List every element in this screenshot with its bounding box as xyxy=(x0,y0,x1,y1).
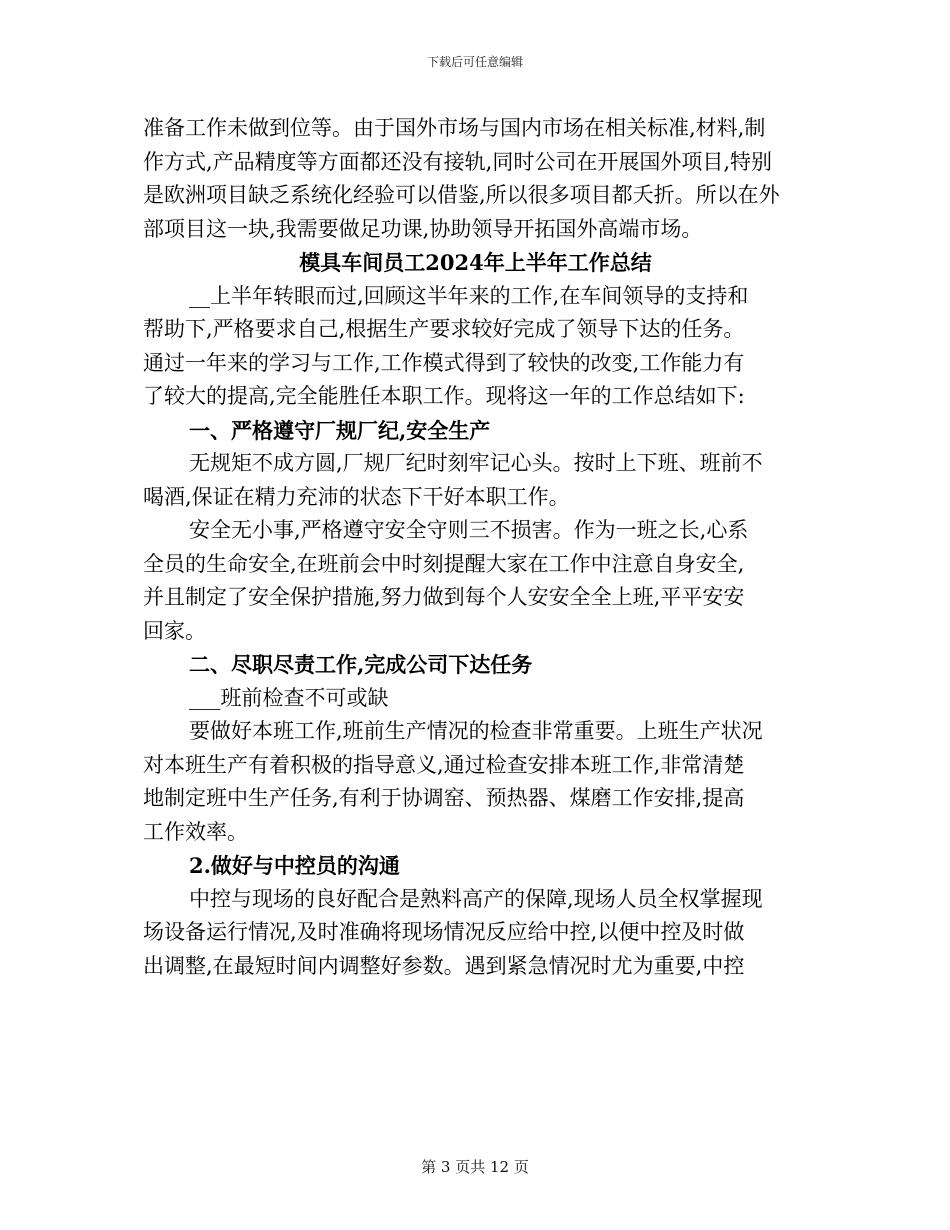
paragraph-line: 通过一年来的学习与工作,工作模式得到了较快的改变,工作能力有 xyxy=(143,350,745,375)
paragraph-line: 作方式,产品精度等方面都还没有接轨,同时公司在开展国外项目,特别 xyxy=(143,149,773,174)
subsection-heading: ___班前检查不可或缺 xyxy=(189,685,389,710)
paragraph-line: 地制定班中生产任务,有利于协调窑、预热器、煤磨工作安排,提高 xyxy=(143,786,745,810)
document-title: 模具车间员工2024年上半年工作总结 xyxy=(299,250,652,275)
section-heading: 二、尽职尽责工作,完成公司下达任务 xyxy=(189,652,533,677)
page-footer: 第 3 页共 12 页 xyxy=(421,1158,529,1176)
paragraph-line: 要做好本班工作,班前生产情况的检查非常重要。上班生产状况 xyxy=(189,719,763,743)
paragraph-line: 帮助下,严格要求自己,根据生产要求较好完成了领导下达的任务。 xyxy=(143,317,745,341)
paragraph-line: 中控与现场的良好配合是熟料高产的保障,现场人员全权掌握现 xyxy=(189,886,763,911)
paragraph-line: 喝酒,保证在精力充沛的状态下干好本职工作。 xyxy=(143,484,570,509)
section-heading: 一、严格遵守厂规厂纪,安全生产 xyxy=(189,417,491,443)
paragraph-line: 准备工作未做到位等。由于国外市场与国内市场在相关标准,材料,制 xyxy=(143,116,766,140)
paragraph-line: 安全无小事,严格遵守安全守则三不损害。作为一班之长,心系 xyxy=(189,518,749,542)
subsection-heading: 2.做好与中控员的沟通 xyxy=(189,853,400,878)
paragraph-line: 回家。 xyxy=(143,618,206,643)
document-body xyxy=(143,112,808,983)
paragraph-line: 部项目这一块,我需要做足功课,协助领导开拓国外高端市场。 xyxy=(143,216,703,241)
paragraph-line: __上半年转眼而过,回顾这半年来的工作,在车间领导的支持和 xyxy=(189,283,749,308)
paragraph-line: 工作效率。 xyxy=(143,819,248,844)
paragraph-line: 是欧洲项目缺乏系统化经验可以借鉴,所以很多项目都夭折。所以在外 xyxy=(143,183,780,207)
paragraph-line: 场设备运行情况,及时准确将现场情况反应给中控,以便中控及时做 xyxy=(143,920,745,944)
paragraph-line: 出调整,在最短时间内调整好参数。遇到紧急情况时尤为重要,中控 xyxy=(143,953,745,978)
paragraph-line: 并且制定了安全保护措施,努力做到每个人安安全全上班,平平安安 xyxy=(143,585,745,609)
page-header: 下载后可任意编辑 xyxy=(426,55,523,69)
paragraph-line: 无规矩不成方圆,厂规厂纪时刻牢记心头。按时上下班、班前不 xyxy=(189,451,763,475)
paragraph-line: 了较大的提高,完全能胜任本职工作。现将这一年的工作总结如下: xyxy=(143,384,745,408)
paragraph-line: 对本班生产有着积极的指导意义,通过检查安排本班工作,非常清楚 xyxy=(143,752,745,777)
paragraph-line: 全员的生命安全,在班前会中时刻提醒大家在工作中注意自身安全, xyxy=(143,551,745,576)
